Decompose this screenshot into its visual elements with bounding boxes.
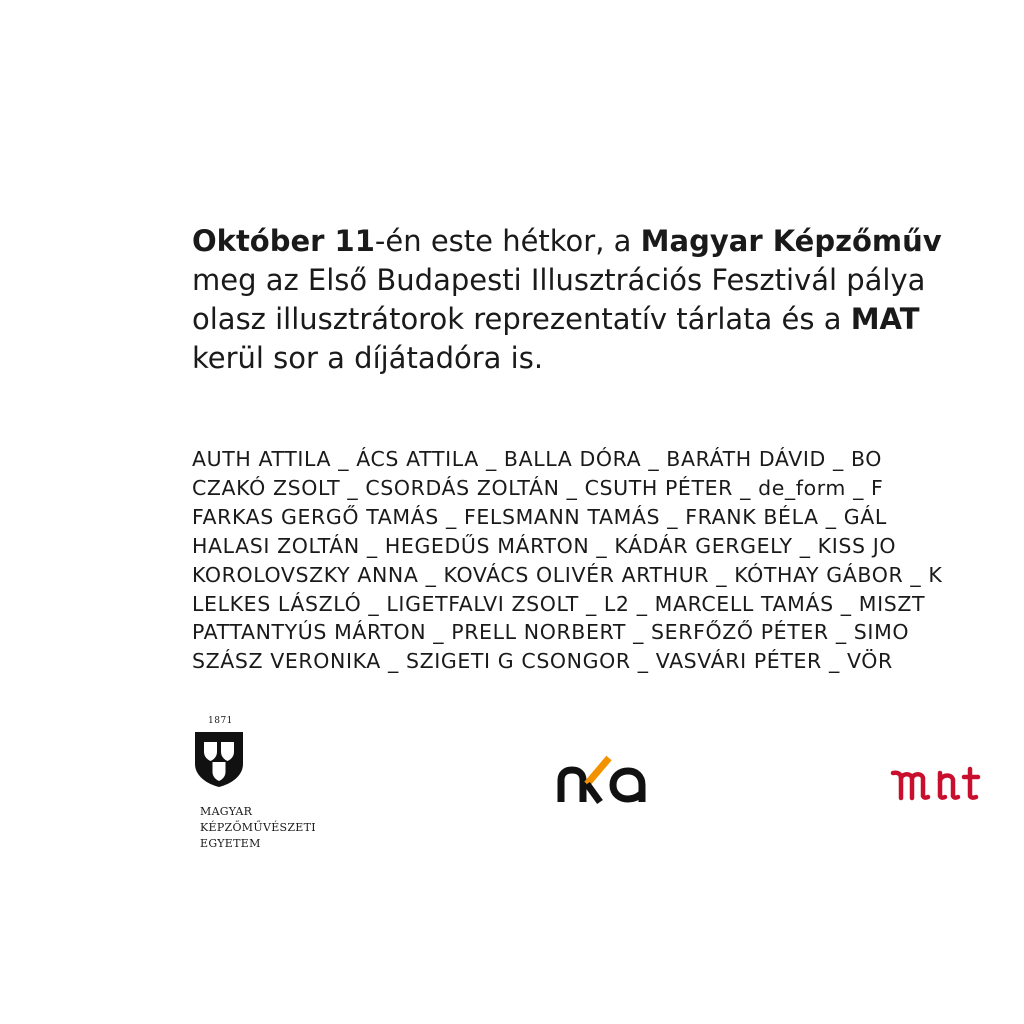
intro-paragraph (192, 222, 1024, 378)
artist-row: SZÁSZ VERONIKA _ SZIGETI G CSONGOR _ VASVÁRI PÉTER _ VÖR (192, 649, 893, 674)
artist-row: HALASI ZOLTÁN _ HEGEDŰS MÁRTON _ KÁDÁR GERGELY _ KISS JO (192, 533, 897, 558)
intro-text: olasz illusztrátorok reprezentatív tárlata és a (192, 302, 851, 336)
artist-row: PATTANTYÚS MÁRTON _ PRELL NORBERT _ SERFŐZŐ PÉTER _ SIMO (192, 620, 910, 645)
intro-emphasis: Október 11 (192, 224, 375, 258)
mt-logo-icon (890, 764, 992, 804)
mke-name (200, 804, 316, 852)
artist-row: CZAKÓ ZSOLT _ CSORDÁS ZOLTÁN _ CSUTH PÉTER _ de_form _ F (192, 475, 884, 500)
intro-line-3 (192, 300, 1024, 339)
artist-list (192, 445, 1024, 676)
intro-line-2 (192, 261, 1024, 300)
intro-line-1 (192, 222, 1024, 261)
mke-name-line: MAGYAR (200, 805, 253, 818)
mke-logo (192, 716, 352, 856)
artist-row: KOROLOVSZKY ANNA _ KOVÁCS OLIVÉR ARTHUR _ KÓTHAY GÁBOR _ K (192, 562, 943, 587)
mke-name-line: KÉPZŐMŰVÉSZETI (200, 821, 316, 834)
mke-name-line: EGYETEM (200, 837, 261, 850)
artist-row: FARKAS GERGŐ TAMÁS _ FELSMANN TAMÁS _ FRANK BÉLA _ GÁL (192, 504, 887, 529)
intro-text: kerül sor a díjátadóra is. (192, 341, 544, 375)
nka-logo-icon (556, 754, 648, 808)
intro-text: meg az Első Budapesti Illusztrációs Fesztivál pálya (192, 263, 926, 297)
intro-text: -én este hétkor, a (374, 224, 641, 258)
intro-emphasis: Magyar Képzőműv (640, 224, 942, 258)
mke-founding-year: 1871 (208, 716, 233, 726)
shield-icon (193, 730, 245, 788)
intro-emphasis: MAT (850, 302, 920, 336)
intro-line-4 (192, 339, 1024, 378)
artist-row: AUTH ATTILA _ ÁCS ATTILA _ BALLA DÓRA _ BARÁTH DÁVID _ BO (192, 447, 882, 471)
artist-row: LELKES LÁSZLÓ _ LIGETFALVI ZSOLT _ L2 _ MARCELL TAMÁS _ MISZT (192, 591, 926, 616)
